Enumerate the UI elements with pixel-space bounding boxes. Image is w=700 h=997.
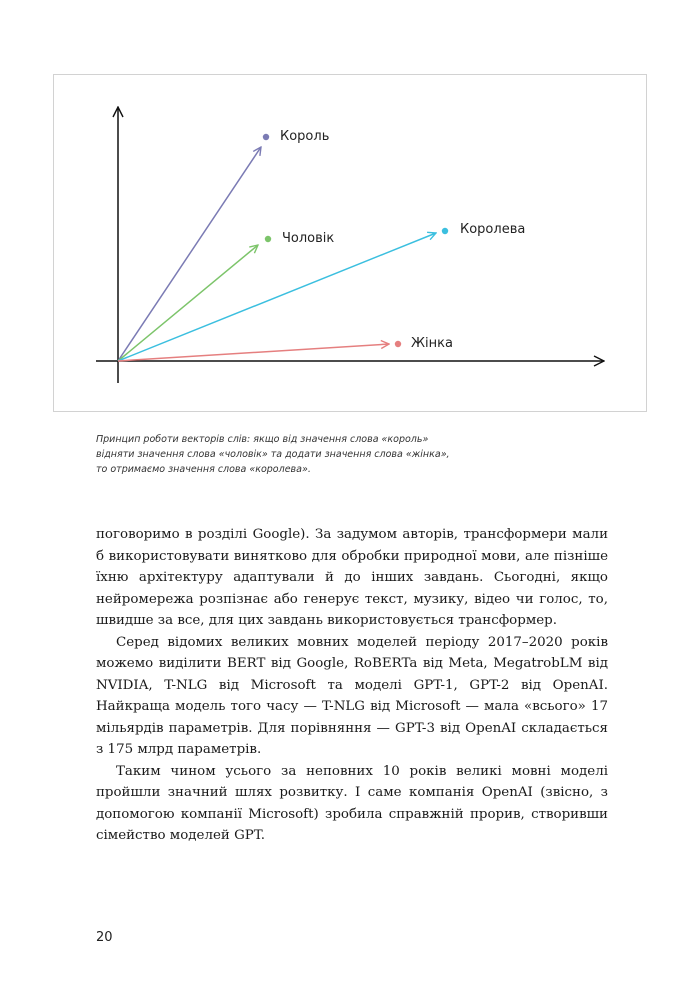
caption-line: то отримаємо значення слова «королева». — [96, 464, 311, 475]
king-label: Король — [280, 129, 330, 144]
caption-line: відняти значення слова «чоловік» та додати значення слова «жінка», — [96, 449, 450, 460]
king-vector-arrow — [118, 147, 261, 361]
vector-diagram — [54, 75, 648, 413]
figure-caption — [96, 432, 566, 477]
paragraph: поговоримо в розділі Google). За задумом авторів, трансформери мали б використовувати винятково для обробки природної мови, але пізніше їхню архітектуру адаптували й до інших завдань. Сьогодні, якщо нейромережа розпізнає або генерує текст, музику, відео чи голос, то, швидше за все, для цих завдань використовується трансформер. — [96, 527, 608, 628]
woman-dot — [395, 341, 401, 347]
page-number: 20 — [96, 930, 113, 945]
man-label: Чоловік — [282, 231, 335, 246]
queen-vector-arrow — [118, 233, 436, 361]
word-vectors-figure — [53, 74, 647, 412]
woman-vector-arrow — [118, 344, 389, 361]
paragraph: Серед відомих великих мовних моделей періоду 2017–2020 років можемо виділити BERT від Google, RoBERTa від Meta, MegatrobLM від NVIDIA, T-NLG від Microsoft та моделі GPT-1, GPT-2 від OpenAI. Найкраща модель того часу — T-NLG від Microsoft — мала «всього» 17 мільярдів параметрів. Для порівняння — GPT-3 від OpenAI складається з 175 млрд параметрів. — [96, 634, 608, 757]
king-dot — [263, 134, 269, 140]
paragraph: Таким чином усього за неповних 10 років великі мовні моделі пройшли значний шлях розвитку. І саме компанія OpenAI (звісно, з допомогою компанії Microsoft) зробила справжній прорив, створивши сімейство моделей GPT. — [96, 763, 608, 843]
man-vector-arrow — [118, 245, 258, 361]
queen-label: Королева — [460, 222, 526, 237]
woman-label: Жінка — [411, 336, 453, 351]
queen-dot — [442, 228, 448, 234]
man-dot — [265, 236, 271, 242]
body-text — [96, 524, 608, 847]
caption-line: Принцип роботи векторів слів: якщо від значення слова «король» — [96, 434, 429, 445]
